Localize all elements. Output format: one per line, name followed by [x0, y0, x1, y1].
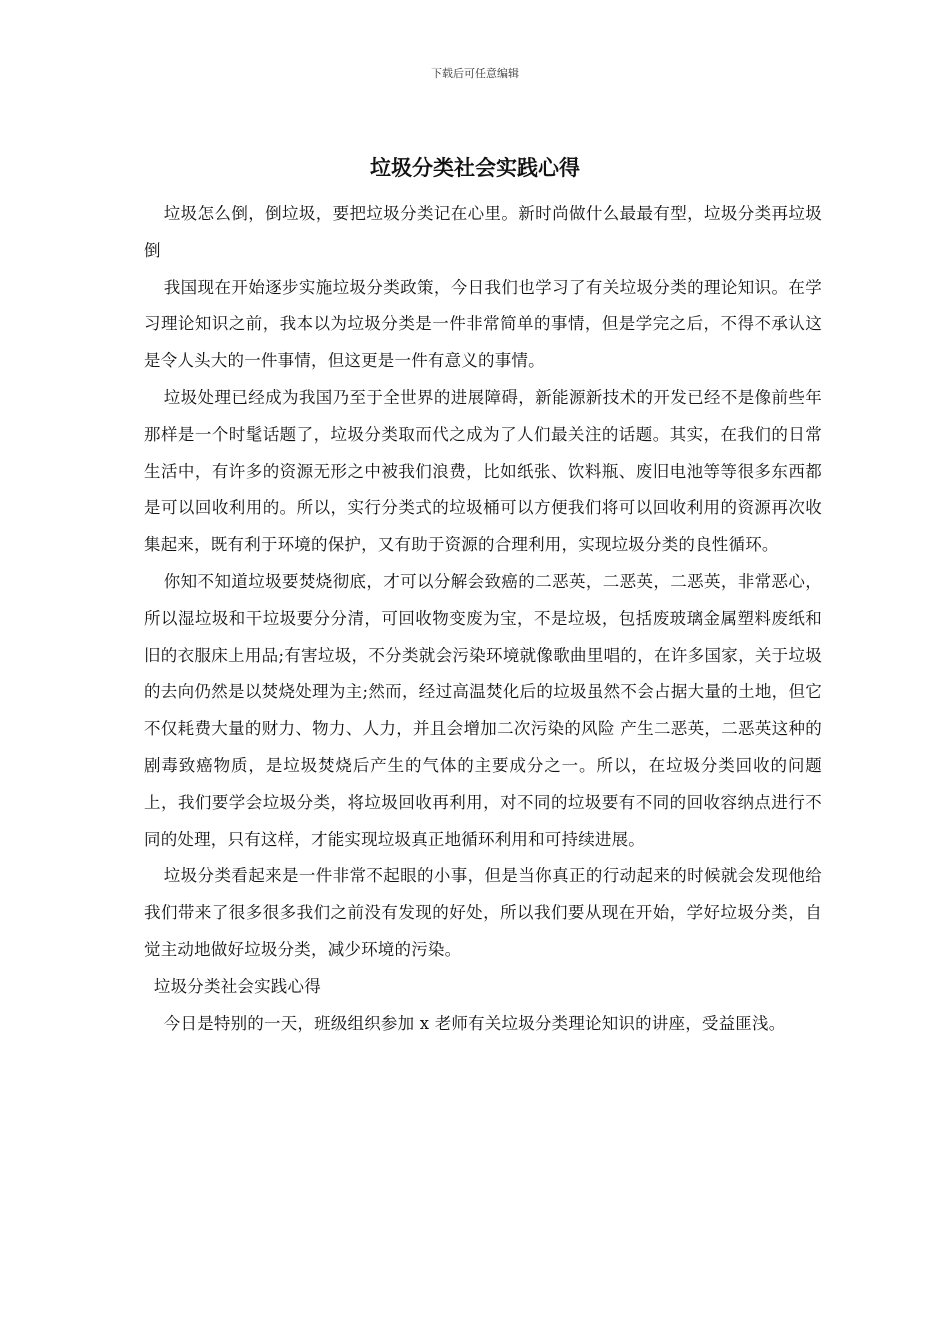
page-header-note: 下载后可任意编辑: [431, 67, 519, 80]
paragraph-policy: 我国现在开始逐步实施垃圾分类政策，今日我们也学习了有关垃圾分类的理论知识。在学习理论知识之前，我本以为垃圾分类是一件非常简单的事情，但是学完之后，不得不承认这是令人头大的一件事情，但这更是一件有意义的事情。: [144, 277, 822, 371]
document-title: 垃圾分类社会实践心得: [370, 155, 580, 180]
document-body: [144, 196, 822, 1042]
paragraph-obstacle: 垃圾处理已经成为我国乃至于全世界的进展障碍，新能源新技术的开发已经不是像前些年那样是一个时髦话题了，垃圾分类取而代之成为了人们最关注的话题。其实，在我们的日常生活中，有许多的资源无形之中被我们浪费，比如纸张、饮料瓶、废旧电池等等很多东西都是可以回收利用的。所以，实行分类式的垃圾桶可以方便我们将可以回收利用的资源再次收集起来，既有利于环境的保护，又有助于资源的合理利用，实现垃圾分类的良性循环。: [144, 387, 822, 555]
paragraph-intro: 垃圾怎么倒，倒垃圾，要把垃圾分类记在心里。新时尚做什么最最有型，垃圾分类再垃圾倒: [144, 204, 822, 260]
paragraph-conclusion: 垃圾分类看起来是一件非常不起眼的小事，但是当你真正的行动起来的时候就会发现他给我们带来了很多很多我们之前没有发现的好处，所以我们要从现在开始，学好垃圾分类，自觉主动地做好垃圾分类，减少环境的污染。: [144, 866, 822, 959]
section-subheading: 垃圾分类社会实践心得: [153, 976, 321, 996]
paragraph-lecture: 今日是特别的一天，班级组织参加 x 老师有关垃圾分类理论知识的讲座，受益匪浅。: [163, 1013, 786, 1033]
paragraph-incineration: 你知不知道垃圾要焚烧彻底，才可以分解会致癌的二恶英，二恶英，二恶英，非常恶心，所以湿垃圾和干垃圾要分分清，可回收物变废为宝，不是垃圾，包括废玻璃金属塑料废纸和旧的衣服床上用品;有害垃圾，不分类就会污染环境就像歌曲里唱的，在许多国家，关于垃圾的去向仍然是以焚烧处理为主;然而，经过高温焚化后的垃圾虽然不会占据大量的土地，但它不仅耗费大量的财力、物力、人力，并且会增加二次污染的风险 产生二恶英，二恶英这种的剧毒致癌物质，是垃圾焚烧后产生的气体的主要成分之一。所以，在垃圾分类回收的问题上，我们要学会垃圾分类，将垃圾回收再利用，对不同的垃圾要有不同的回收容纳点进行不同的处理，只有这样，才能实现垃圾真正地循环利用和可持续进展。: [144, 571, 822, 849]
